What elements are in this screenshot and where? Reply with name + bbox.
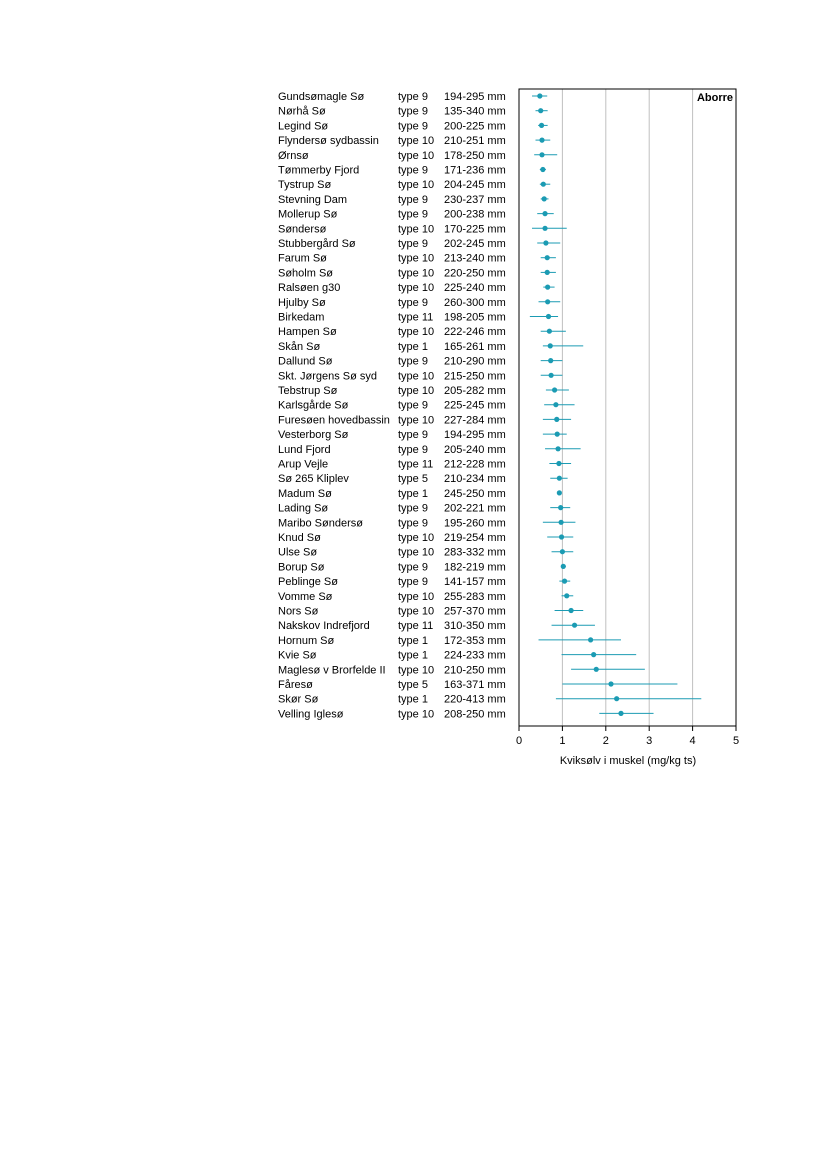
row-label-type: type 10 [398,135,435,148]
row-label-type: type 9 [398,238,428,250]
row-label-name: Birkedam [278,311,325,324]
data-row [278,517,575,529]
data-point [542,196,547,201]
row-label-size: 219-254 mm [444,532,506,544]
data-point [542,226,547,231]
row-label-type: type 1 [398,487,428,500]
row-label-size: 202-245 mm [444,238,506,250]
row-label-size: 205-240 mm [444,443,506,456]
row-label-name: Hampen Sø [278,326,337,339]
data-row [278,209,554,221]
data-point [552,387,557,392]
row-label-name: Peblinge Sø [278,576,338,589]
row-label-type: type 9 [398,576,428,589]
row-label-size: 230-237 mm [444,193,506,206]
row-label-type: type 10 [398,179,435,192]
row-label-type: type 1 [398,649,428,662]
row-label-size: 283-332 mm [444,546,506,559]
data-point [547,329,552,334]
row-label-name: Lading Sø [278,502,329,515]
data-point [558,505,563,510]
row-label-size: 210-250 mm [444,664,506,677]
data-point [546,314,551,319]
row-label-size: 171-236 mm [444,164,506,177]
data-row [278,135,550,147]
row-label-type: type 10 [398,370,435,383]
row-label-type: type 5 [398,473,428,486]
row-label-size: 202-221 mm [444,502,506,515]
row-label-name: Tebstrup Sø [278,385,338,397]
row-label-size: 225-240 mm [444,282,506,295]
data-row [278,459,571,471]
data-row [278,179,550,191]
row-label-name: Fåresø [278,679,313,691]
data-row [278,312,558,324]
data-row [278,694,701,706]
row-label-type: type 9 [398,443,428,456]
row-label-type: type 10 [398,252,435,265]
row-label-size: 182-219 mm [444,561,506,574]
row-label-size: 212-228 mm [444,458,506,471]
row-label-name: Søholm Sø [278,267,334,280]
row-label-name: Nørhå Sø [278,105,326,118]
row-label-type: type 10 [398,149,435,162]
data-row [278,414,571,426]
data-point [549,373,554,378]
x-axis-label: Kviksølv i muskel (mg/kg ts) [559,755,697,767]
data-point [614,696,619,701]
row-label-size: 227-284 mm [444,414,506,427]
data-row [278,503,570,515]
row-label-size: 220-250 mm [444,267,506,280]
row-label-name: Madum Sø [278,487,332,500]
data-row [278,576,570,588]
data-row [278,606,583,618]
row-label-name: Maribo Søndersø [278,517,363,530]
row-label-name: Furesøen hovedbassin [278,414,390,427]
row-label-name: Velling Iglesø [278,708,344,721]
row-label-size: 210-234 mm [444,473,506,486]
row-label-name: Mollerup Sø [278,208,338,221]
row-label-name: Dallund Sø [278,355,333,368]
row-label-type: type 10 [398,605,435,618]
data-point [545,255,550,260]
data-point [568,608,573,613]
data-point [540,167,545,172]
grid-lines [562,89,692,726]
row-label-name: Sø 265 Kliplev [278,473,349,486]
row-label-name: Kvie Sø [278,649,317,662]
data-point [555,432,560,437]
row-label-name: Hornum Sø [278,634,335,647]
row-label-name: Stevning Dam [278,193,348,206]
data-point [618,711,623,716]
row-label-type: type 9 [398,208,428,221]
row-label-type: type 1 [398,693,428,706]
data-row [278,561,566,573]
row-label-name: Søndersø [278,223,327,236]
data-row [278,341,583,353]
row-label-name: Nakskov Indrefjord [278,620,370,633]
row-label-name: Nors Sø [278,605,319,618]
row-label-type: type 10 [398,282,435,295]
data-point [588,637,593,642]
row-label-name: Borup Sø [278,561,325,574]
data-point [554,417,559,422]
row-label-size: 257-370 mm [444,605,506,618]
row-label-size: 194-295 mm [444,429,506,442]
row-label-type: type 10 [398,708,435,721]
data-point [543,240,548,245]
data-point [557,476,562,481]
row-label-type: type 10 [398,664,435,677]
row-label-size: 220-413 mm [444,693,506,706]
row-label-type: type 9 [398,296,428,309]
data-point [545,285,550,290]
row-label-name: Gundsømagle Sø [278,91,365,103]
row-label-name: Flyndersø sydbassin [278,135,379,148]
row-label-type: type 9 [398,429,428,442]
data-point [542,211,547,216]
row-label-type: type 9 [398,561,428,574]
data-point [594,667,599,672]
row-label-name: Farum Sø [278,252,327,265]
row-label-type: type 9 [398,120,428,133]
data-point [537,93,542,98]
x-tick-label: 2 [602,735,609,747]
data-row [278,473,568,485]
row-label-name: Stubbergård Sø [278,238,356,250]
row-label-name: Legind Sø [278,120,329,133]
row-label-size: 245-250 mm [444,487,506,500]
row-label-size: 198-205 mm [444,311,506,324]
data-point [548,358,553,363]
row-label-size: 208-250 mm [444,708,506,721]
row-label-name: Knud Sø [278,532,321,544]
data-row [278,267,556,279]
data-row [278,91,547,103]
data-row [278,547,573,559]
row-label-size: 213-240 mm [444,252,506,265]
row-label-name: Lund Fjord [278,443,331,456]
data-point [561,564,566,569]
row-label-name: Hjulby Sø [278,296,326,309]
data-point [608,681,613,686]
row-label-size: 172-353 mm [444,634,506,647]
x-tick-label: 1 [559,735,566,747]
row-label-size: 260-300 mm [444,296,506,309]
row-label-type: type 10 [398,532,435,544]
row-label-name: Tystrup Sø [278,179,332,192]
row-label-type: type 10 [398,223,435,236]
data-row [278,326,566,338]
data-point [538,108,543,113]
x-tick-label: 3 [646,735,653,747]
row-label-type: type 11 [398,620,434,633]
row-label-type: type 10 [398,414,435,427]
row-label-type: type 10 [398,267,435,280]
data-row [278,282,555,294]
row-label-type: type 9 [398,502,428,515]
row-label-size: 170-225 mm [444,223,506,236]
data-point [591,652,596,657]
plot-frame [519,89,736,726]
data-row [278,620,595,632]
data-row [278,297,560,309]
row-label-type: type 9 [398,399,428,412]
data-point [545,270,550,275]
data-row [278,679,677,691]
data-point [553,402,558,407]
data-point [560,549,565,554]
data-row [278,650,636,662]
row-label-size: 225-245 mm [444,399,506,412]
row-label-size: 141-157 mm [444,576,506,589]
data-row [278,370,562,382]
data-point [555,446,560,451]
row-label-size: 210-251 mm [444,135,506,148]
row-label-type: type 5 [398,679,428,691]
data-point [545,299,550,304]
data-row [278,591,573,603]
data-row [278,444,581,456]
row-label-name: Skån Sø [278,340,321,353]
data-row [278,106,548,118]
row-label-type: type 11 [398,458,434,471]
row-label-name: Arup Vejle [278,458,329,471]
data-row [278,120,548,132]
data-row [278,253,556,265]
data-row [278,238,560,250]
x-tick-label: 4 [689,735,696,747]
row-label-name: Ralsøen g30 [278,282,341,295]
data-point [562,579,567,584]
row-label-size: 195-260 mm [444,517,506,530]
data-point [558,520,563,525]
row-label-size: 215-250 mm [444,370,506,383]
row-label-type: type 1 [398,340,428,353]
row-label-name: Vomme Sø [278,590,333,603]
data-row [278,664,645,676]
row-label-size: 194-295 mm [444,91,506,103]
row-label-type: type 1 [398,634,428,647]
row-label-size: 204-245 mm [444,179,506,192]
chart-title: Aborre [696,92,733,104]
row-label-name: Ulse Sø [278,546,318,559]
row-label-type: type 9 [398,355,428,368]
row-label-type: type 9 [398,91,428,103]
data-row [278,385,569,397]
row-label-name: Vesterborg Sø [278,429,349,442]
data-point [539,123,544,128]
row-label-size: 200-225 mm [444,120,506,133]
row-label-size: 255-283 mm [444,590,506,603]
data-point [539,152,544,157]
row-label-size: 135-340 mm [444,105,506,118]
data-rows [278,91,701,720]
data-row [278,150,557,162]
row-label-type: type 9 [398,164,428,177]
x-tick-label: 5 [732,735,740,747]
data-point [541,182,546,187]
data-row [278,223,567,235]
row-label-size: 200-238 mm [444,208,506,221]
row-label-type: type 10 [398,385,435,397]
data-row [278,400,575,412]
data-point [557,490,562,495]
row-label-size: 210-290 mm [444,355,506,368]
row-label-name: Karlsgårde Sø [278,399,349,412]
data-row [278,635,621,647]
data-point [548,343,553,348]
row-label-type: type 9 [398,193,428,206]
row-label-size: 178-250 mm [444,149,506,162]
row-label-name: Skt. Jørgens Sø syd [278,370,378,383]
data-point [559,534,564,539]
x-axis-ticks [516,726,739,747]
row-label-type: type 10 [398,546,435,559]
row-label-name: Skør Sø [278,693,319,706]
row-label-size: 222-246 mm [444,326,506,339]
row-label-type: type 11 [398,311,434,324]
row-label-size: 165-261 mm [444,340,506,353]
row-label-type: type 10 [398,326,435,339]
row-label-size: 224-233 mm [444,649,506,662]
row-label-size: 310-350 mm [444,620,506,633]
row-label-size: 163-371 mm [444,679,506,691]
data-row [278,194,549,206]
row-label-name: Ørnsø [278,149,309,162]
data-row [278,532,573,544]
data-row [278,708,654,720]
data-point [556,461,561,466]
data-point [564,593,569,598]
row-label-size: 205-282 mm [444,385,506,397]
x-tick-label: 0 [515,735,523,747]
row-label-name: Maglesø v Brorfelde II [278,664,386,677]
data-point [572,623,577,628]
data-point [539,138,544,143]
data-row [278,429,567,441]
row-label-name: Tømmerby Fjord [278,164,360,177]
data-row [278,356,562,368]
row-label-type: type 9 [398,517,428,530]
row-label-type: type 9 [398,105,428,118]
row-label-type: type 10 [398,590,435,603]
data-row [278,165,546,177]
